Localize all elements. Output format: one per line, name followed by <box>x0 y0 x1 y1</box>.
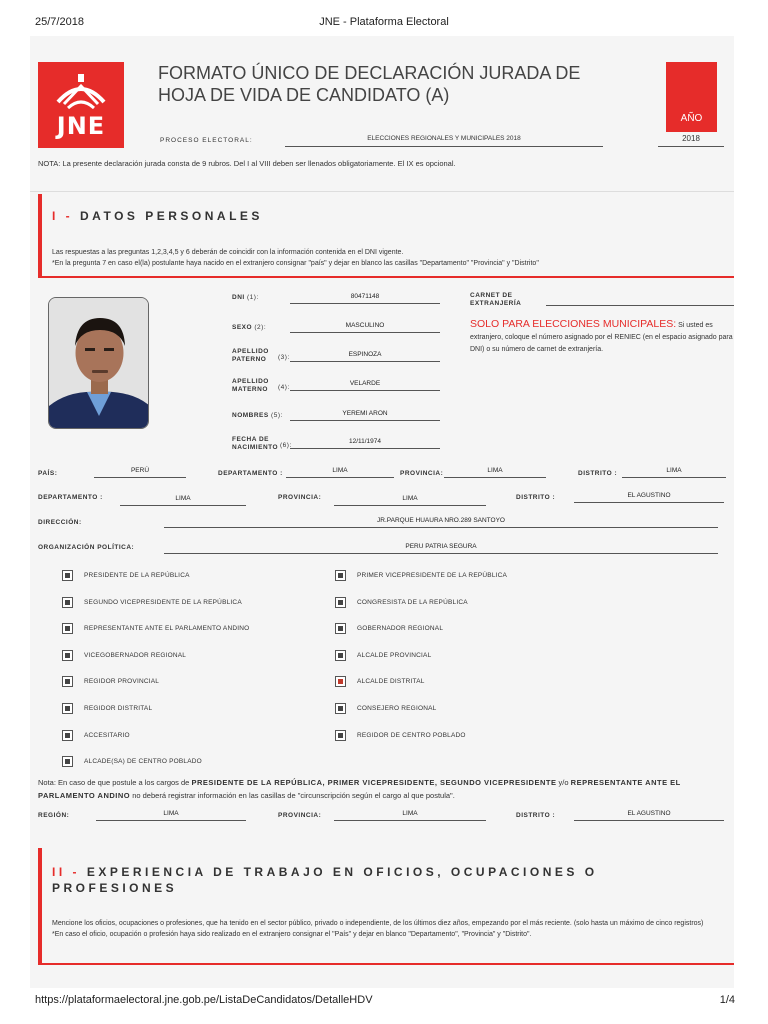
label-text: APELLIDO PATERNO <box>232 348 269 363</box>
nac-distrito-value: LIMA <box>622 467 726 478</box>
field-number: (5): <box>271 412 283 419</box>
cargo-checkbox[interactable] <box>62 597 73 608</box>
page-url: https://plataformaelectoral.jne.gob.pe/ListaDeCandidatos/DetalleHDV <box>35 994 373 1006</box>
dni-label <box>232 294 259 302</box>
checkbox-dot-icon <box>65 626 70 631</box>
checkbox-dot-icon <box>338 653 343 658</box>
jne-logo <box>38 62 124 148</box>
cargo-checkbox[interactable] <box>62 623 73 634</box>
cargo-checkbox[interactable] <box>335 597 346 608</box>
cargo-label: CONSEJERO REGIONAL <box>357 705 437 712</box>
sexo-value: MASCULINO <box>290 322 440 333</box>
circ-distrito-value: EL AGUSTINO <box>574 810 724 821</box>
pais-value: PERÚ <box>94 467 186 478</box>
nac-provincia-label: PROVINCIA: <box>400 470 444 477</box>
nota-rubros: NOTA: La presente declaración jurada consta de 9 rubros. Del I al VIII deben ser llenados obligatoriamente. El IX es opcional. <box>38 159 456 168</box>
cargo-label: ALCALDE PROVINCIAL <box>357 651 432 659</box>
logo-text: JNE <box>56 112 106 140</box>
nac-distrito-label: DISTRITO : <box>578 470 618 477</box>
checkbox-dot-icon <box>65 679 70 684</box>
section-underline <box>38 963 734 965</box>
label-text: NOMBRES <box>232 412 269 419</box>
cargo-label: SEGUNDO VICEPRESIDENTE DE LA REPÚBLICA <box>84 598 242 606</box>
cargo-checkbox[interactable] <box>62 703 73 714</box>
nac-departamento-label: DEPARTAMENTO : <box>218 470 283 477</box>
checkbox-dot-icon <box>338 600 343 605</box>
nac-provincia-value: LIMA <box>444 467 546 478</box>
check-mark-icon <box>338 679 343 684</box>
organizacion-label: ORGANIZACIÓN POLÍTICA: <box>38 544 135 551</box>
municipal-note-title: SOLO PARA ELECCIONES MUNICIPALES: <box>470 318 677 330</box>
label-text: SEXO <box>232 324 253 331</box>
dom-distrito-value: EL AGUSTINO <box>574 492 724 503</box>
page-number: 1/4 <box>719 994 735 1006</box>
instruction-line: Las respuestas a las preguntas 1,2,3,4,5 y 6 deberán de coincidir con la información contenida en el DNI vigente. <box>52 249 404 256</box>
instruction-line: Mencione los oficios, ocupaciones o profesiones, que ha tenido en el sector público, privado o independiente, de los últimos diez años, empezando por el más reciente. (solo hasta un máximo de cinco registros) <box>52 920 704 927</box>
cargo-checkbox[interactable] <box>335 703 346 714</box>
checkbox-dot-icon <box>65 653 70 658</box>
checkbox-dot-icon <box>338 573 343 578</box>
cargo-label: REGIDOR PROVINCIAL <box>84 678 160 686</box>
section-heading <box>52 864 652 896</box>
portrait-icon <box>49 298 149 429</box>
field-number: (3): <box>278 354 290 361</box>
checkbox-dot-icon <box>338 706 343 711</box>
ap-paterno-value: ESPINOZA <box>290 351 440 362</box>
circ-region-label: REGIÓN: <box>38 812 70 819</box>
section-datos-personales <box>38 194 734 276</box>
checkbox-dot-icon <box>338 733 343 738</box>
print-date: 25/7/2018 <box>35 16 84 28</box>
carnet-label: CARNET DE EXTRANJERÍA <box>470 292 522 307</box>
cargo-checkbox[interactable] <box>335 730 346 741</box>
label-text: DNI <box>232 294 245 301</box>
cargo-checkbox[interactable] <box>62 676 73 687</box>
ap-paterno-num <box>278 354 290 362</box>
section-heading <box>52 208 263 224</box>
sexo-label <box>232 324 266 332</box>
nac-departamento-value: LIMA <box>286 467 394 478</box>
dom-distrito-label: DISTRITO : <box>516 494 556 501</box>
field-number: (4): <box>278 384 290 391</box>
cargo-checkbox[interactable] <box>62 756 73 767</box>
cargo-label: ACCESITARIO <box>84 731 130 739</box>
pais-label: PAÍS: <box>38 470 58 477</box>
checkbox-dot-icon <box>65 706 70 711</box>
organizacion-value: PERU PATRIA SEGURA <box>164 543 718 554</box>
cargo-label: REPRESENTANTE ANTE EL PARLAMENTO ANDINO <box>84 625 250 633</box>
nota-cargos <box>38 776 734 802</box>
municipal-note <box>470 318 734 356</box>
nombres-value: YEREMI ARON <box>290 410 440 421</box>
section-number: I - <box>52 209 74 223</box>
label-text: APELLIDO MATERNO <box>232 378 269 393</box>
section-instructions <box>52 918 734 940</box>
dom-provincia-value: LIMA <box>334 495 486 506</box>
carnet-value <box>546 294 734 306</box>
cargo-checkbox[interactable] <box>335 650 346 661</box>
section-number: II - <box>52 865 80 879</box>
section-title: EXPERIENCIA DE TRABAJO EN OFICIOS, OCUPACIONES O PROFESIONES <box>52 865 598 895</box>
nombres-label <box>232 412 283 420</box>
section-underline <box>38 276 734 278</box>
section-title: DATOS PERSONALES <box>80 209 263 223</box>
proceso-label: PROCESO ELECTORAL: <box>160 137 253 144</box>
cargo-label: VICEGOBERNADOR REGIONAL <box>84 651 187 659</box>
form-title: FORMATO ÚNICO DE DECLARACIÓN JURADA DE HOJA DE VIDA DE CANDIDATO (A) <box>158 63 581 105</box>
dom-departamento-value: LIMA <box>120 495 246 506</box>
circ-provincia-label: PROVINCIA: <box>278 812 322 819</box>
field-number: (6): <box>280 442 292 449</box>
cargo-label: ALCALDE DISTRITAL <box>357 678 425 686</box>
cargo-checkbox[interactable] <box>62 650 73 661</box>
year-label: AÑO <box>680 113 703 124</box>
nota-text: y/o <box>556 778 571 787</box>
direccion-value: JR.PARQUE HUAURA NRO.289 SANTOYO <box>164 517 718 528</box>
circ-region-value: LIMA <box>96 810 246 821</box>
nota-text: no deberá registrar información en las casillas de "circunscripción según el cargo al que postula". <box>130 791 455 800</box>
field-number: (2): <box>254 324 267 331</box>
year-value: 2018 <box>658 134 724 147</box>
circ-provincia-value: LIMA <box>334 810 486 821</box>
checkbox-dot-icon <box>65 733 70 738</box>
field-number: (1): <box>247 294 259 301</box>
divider <box>30 191 734 192</box>
proceso-value: ELECCIONES REGIONALES Y MUNICIPALES 2018 <box>285 135 603 147</box>
nota-text: Nota: En caso de que postule a los cargos de <box>38 778 192 787</box>
direccion-label: DIRECCIÓN: <box>38 519 82 526</box>
cargo-checkbox[interactable] <box>335 676 346 687</box>
checkbox-dot-icon <box>65 759 70 764</box>
label-text: FECHA DE NACIMIENTO <box>232 436 279 451</box>
dom-provincia-label: PROVINCIA: <box>278 494 322 501</box>
print-title: JNE - Plataforma Electoral <box>319 16 449 28</box>
fecha-value: 12/11/1974 <box>290 438 440 449</box>
instruction-line: *En caso el oficio, ocupación o profesión haya sido realizado en el extranjero consignar el "País" y dejar en blanco "Departamento", "Provincia" y "Distrito". <box>52 931 532 938</box>
year-box <box>666 62 717 132</box>
cargo-checkbox[interactable] <box>62 570 73 581</box>
cargo-label: ALCADE(SA) DE CENTRO POBLADO <box>84 758 202 766</box>
cargo-label: CONGRESISTA DE LA REPÚBLICA <box>357 598 468 606</box>
candidate-photo <box>48 297 149 429</box>
checkbox-dot-icon <box>65 600 70 605</box>
ap-materno-value: VELARDE <box>290 380 440 391</box>
cargo-checkbox[interactable] <box>62 730 73 741</box>
municipal-note-text: Si usted es extranjero, coloque el número asignado por el RENIEC (en el espacio asignado para DNI) o su número de carnet de extranjería. <box>470 322 733 353</box>
cargo-label: REGIDOR DE CENTRO POBLADO <box>357 731 466 739</box>
cargo-label: GOBERNADOR REGIONAL <box>357 625 444 633</box>
circ-distrito-label: DISTRITO : <box>516 812 556 819</box>
section-instructions <box>52 247 732 269</box>
dni-value: 80471148 <box>290 293 440 304</box>
document-sheet <box>30 36 734 988</box>
cargo-checkbox[interactable] <box>335 623 346 634</box>
dom-departamento-label: DEPARTAMENTO : <box>38 494 103 501</box>
cargo-checkbox[interactable] <box>335 570 346 581</box>
checkbox-dot-icon <box>338 626 343 631</box>
section-experiencia <box>38 848 734 964</box>
cargo-label: PRESIDENTE DE LA REPÚBLICA <box>84 572 190 579</box>
nota-bold: PRESIDENTE DE LA REPÚBLICA, PRIMER VICEPRESIDENTE, SEGUNDO VICEPRESIDENTE <box>191 778 557 787</box>
cargo-label: PRIMER VICEPRESIDENTE DE LA REPÚBLICA <box>357 572 508 579</box>
instruction-line: *En la pregunta 7 en caso el(la) postulante haya nacido en el extranjero consignar "país" y dejar en blanco las casillas "Departamento" "Provincia" y "Distrito" <box>52 260 539 267</box>
cargo-label: REGIDOR DISTRITAL <box>84 705 153 712</box>
nota-bold: REPRESENTANTE ANTE EL PARLAMENTO ANDINO <box>38 778 681 800</box>
ap-materno-num <box>278 384 290 392</box>
checkbox-dot-icon <box>65 573 70 578</box>
